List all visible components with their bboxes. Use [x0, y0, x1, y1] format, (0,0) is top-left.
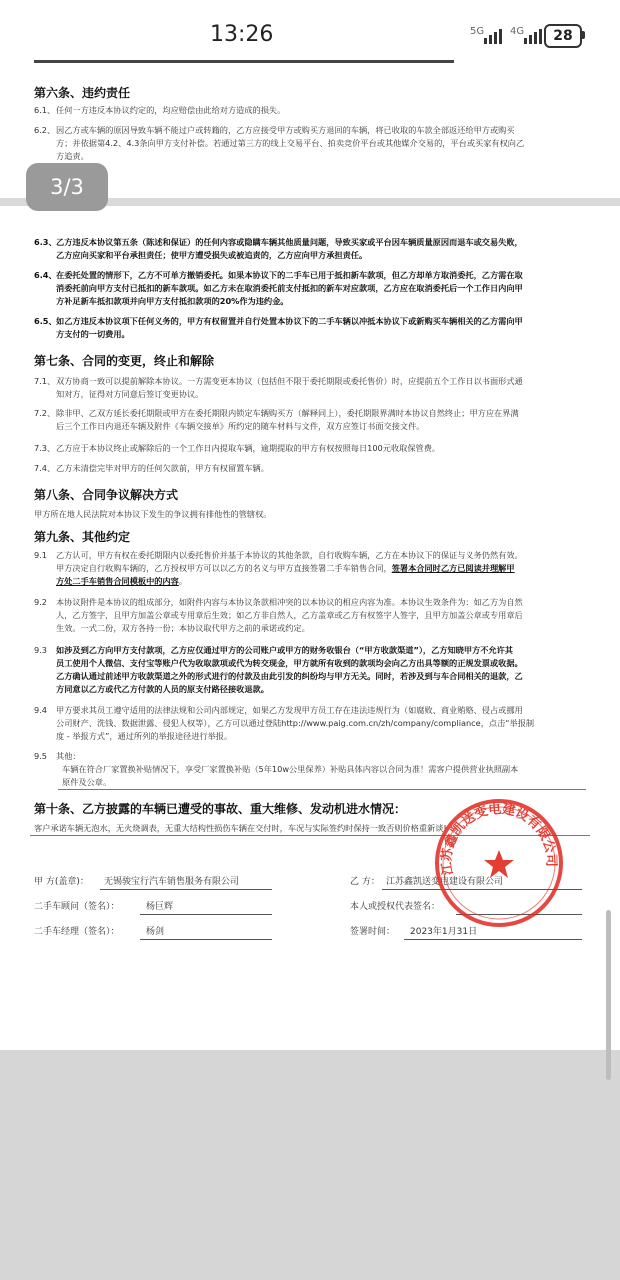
page-indicator: 3/3 — [26, 163, 108, 211]
article6-5-num: 6.5、 — [34, 316, 57, 326]
manager-line — [140, 939, 272, 940]
article6-1-text: 任何一方违反本协议约定的，均应赔偿由此给对方造成的损失。 — [56, 105, 286, 115]
article9-2-line2: 人，乙方签字，且甲方加盖公章或专用章后生效；如乙方非自然人，乙方盖章或乙方有权签字人签字，且甲方加盖公章或专用章后 — [56, 610, 523, 620]
article7-2-num: 7.2、 — [34, 408, 56, 418]
article7-title: 第七条、合同的变更，终止和解除 — [34, 354, 215, 368]
article7-2-line2: 后三个工作日内退还车辆及附件《车辆交接单》所约定的随车材料与文件，双方应签订书面交接文件。 — [56, 421, 425, 431]
article6-3-line1: 乙方违反本协议第五条（陈述和保证）的任何内容或隐瞒车辆其他质量问题，导致买家或平台因车辆质量原因而退车或交易失败， — [56, 237, 523, 247]
svg-text:江苏鑫凯送变电建设有限公司: 江苏鑫凯送变电建设有限公司 — [439, 801, 559, 877]
article9-5-label: 其他： — [56, 751, 81, 761]
signal-4g-icon — [524, 26, 542, 44]
article6-2-num: 6.2、 — [34, 125, 56, 135]
article6-5-line1: 如乙方违反本协议项下任何义务的，甲方有权留置并自行处置本协议下的二手车辆以冲抵本协议下或新购买车辆相关的乙方需向甲 — [56, 316, 523, 326]
article9-2-line3: 生效。一式二份，双方各持一份；本协议取代甲方之前的承诺或约定。 — [56, 623, 310, 633]
advisor-line — [140, 914, 272, 915]
authorized-label: 本人或授权代表签名： — [350, 902, 441, 912]
article9-1-line2 — [56, 562, 515, 575]
article9-1-line3 — [56, 575, 187, 588]
party-a-line — [100, 889, 272, 890]
scrollbar[interactable] — [606, 910, 611, 1080]
article6-4-line3: 方补足新车抵扣款项并向甲方支付抵扣款项的20%作为违约金。 — [56, 296, 289, 306]
signal-5g-label: 5G — [470, 26, 485, 37]
article6-4-num: 6.4、 — [34, 270, 57, 280]
article10-title: 第十条、乙方披露的车辆已遭受的事故、重大维修、发动机进水情况： — [34, 802, 407, 816]
battery-tip — [582, 31, 585, 39]
article7-3-text: 乙方应于本协议终止或解除后的一个工作日内提取车辆，逾期提取的甲方有权按照每日100元收取保管费。 — [56, 443, 441, 453]
article9-5-line2: 原件及公章。 — [62, 777, 112, 787]
cut-off-line — [34, 58, 454, 64]
advisor-value: 杨巨辉 — [146, 902, 174, 912]
article9-2-line1: 本协议附件是本协议的组成部分，如附件内容与本协议条款相冲突的以本协议的相应内容为准。本协议生效条件为：如乙方为自然 — [56, 597, 523, 607]
article9-1-underline1: 签署本合同时乙方已阅读并理解甲 — [391, 563, 515, 573]
article9-4-num: 9.4 — [34, 705, 48, 715]
manager-label: 二手车经理（签名）： — [34, 927, 120, 937]
article8-text: 甲方所在地人民法院对本协议下发生的争议拥有排他性的管辖权。 — [34, 509, 272, 519]
article7-2-line1: 除非甲、乙双方延长委托期限或甲方在委托期限内锁定车辆购买方（解释同上），委托期限界满时本协议自然终止；甲方应在界满 — [56, 408, 519, 418]
article9-4-line1: 甲方要求其员工遵守适用的法律法规和公司内部规定，如果乙方发现甲方员工存在违法违规行为（如腐败、商业贿赂、侵占或挪用 — [56, 705, 523, 715]
status-time: 13:26 — [210, 22, 274, 47]
article6-4-line2: 消委托前向甲方支付已抵扣的新车款项。如乙方未在取消委托前支付抵扣的新车对应款项，乙方应在取消委托后一个工作日内向甲 — [56, 283, 523, 293]
article9-2-num: 9.2 — [34, 597, 48, 607]
article9-1-line3-end: 。 — [178, 576, 188, 586]
article7-1-num: 7.1、 — [34, 376, 56, 386]
sign-time-value: 2023年1月31日 — [410, 927, 478, 937]
article9-1-line1: 乙方认可，甲方有权在委托期限内以委托售价并基于本协议的其他条款，自行收购车辆，乙方在本协议下的保证与义务仍然有效。 — [56, 550, 523, 560]
article9-title: 第九条、其他约定 — [34, 530, 131, 544]
article9-1-num: 9.1 — [34, 550, 48, 560]
article6-5-line2: 方支付的一切费用。 — [56, 329, 130, 339]
signal-4g-label: 4G — [510, 26, 525, 37]
party-a-label: 甲 方(盖章)： — [34, 877, 89, 887]
article9-3-line2: 员工使用个人微信、支付宝等账户代为收取款项或代为转交现金，甲方就所有收到的款项均会向乙方出具等额的正规发票或收据。 — [56, 658, 523, 668]
article9-1-line2-text: 甲方决定自行收购车辆的，乙方授权甲方可以以乙方的名义与甲方直接签署二手车销售合同， — [56, 563, 392, 573]
article6-4-line1: 在委托处置的情形下，乙方不可单方撤销委托。如果本协议下的二手车已用于抵扣新车款项，但乙方却单方取消委托，乙方需在取 — [56, 270, 523, 280]
article9-5-line1: 车辆在符合厂家置换补贴情况下，享受厂家置换补贴（5年10w公里保养）补贴具体内容以合同为准！需客户提供营业执照副本 — [62, 764, 519, 774]
article6-2-line3: 方追责。 — [56, 151, 89, 161]
advisor-label: 二手车顾问（签名）： — [34, 902, 120, 912]
article9-3-line1: 如涉及到乙方向甲方支付款项，乙方应仅通过甲方的公司账户或甲方的财务收银台（“甲方收款渠道”），乙方知晓甲方不允许其 — [56, 645, 513, 655]
article6-3-num: 6.3、 — [34, 237, 57, 247]
article6-title: 第六条、违约责任 — [34, 86, 131, 100]
article7-1-line1: 双方协商一致可以提前解除本协议。一方需变更本协议（包括但不限于委托期限或委托售价）时，应提前五个工作日以书面形式通 — [56, 376, 523, 386]
battery-icon: 28 — [544, 24, 582, 48]
article9-1-underline2: 方处二手车销售合同模板中的内容 — [56, 576, 179, 586]
party-b-label: 乙 方： — [350, 877, 380, 887]
below-document-area — [0, 1050, 620, 1280]
sign-time-label: 签署时间： — [350, 927, 396, 937]
article6-2-line2: 方；并依据第4.2、4.3条向甲方支付补偿。若通过第三方的线上交易平台、拍卖竞价平台或其他媒介交易的，平台或买家有权向乙 — [56, 138, 525, 148]
article6-2-line1: 因乙方或车辆的原因导致车辆不能过户或转籍的，乙方应接受甲方或购买方退回的车辆，将已收取的车款全部返还给甲方或购买 — [56, 125, 515, 135]
article7-4-text: 乙方未清偿完毕对甲方的任何欠款前，甲方有权留置车辆。 — [56, 463, 269, 473]
manager-value: 杨剑 — [146, 927, 165, 937]
article7-3-num: 7.3、 — [34, 443, 56, 453]
article9-3-num: 9.3 — [34, 645, 48, 655]
sign-time-line — [404, 939, 582, 940]
article6-3-line2: 乙方应向买家和平台承担责任；使甲方遭受损失或被追责的，乙方应向甲方承担责任。 — [56, 250, 368, 260]
article9-5-underline — [58, 789, 586, 790]
article6-1-num: 6.1、 — [34, 105, 56, 115]
article7-4-num: 7.4、 — [34, 463, 56, 473]
company-seal-stamp — [432, 796, 566, 930]
article9-3-line4: 方同意以乙方或代乙方付款的人员的原支付路径接收退款。 — [56, 684, 269, 694]
signal-5g-icon — [484, 26, 502, 44]
article7-1-line2: 知对方，征得对方同意后签订变更协议。 — [56, 389, 204, 399]
party-b-value: 江苏鑫凯送变电建设有限公司 — [386, 877, 504, 887]
article10-text: 客户承诺车辆无泡水，无火烧调表，无重大结构性损伤车辆在交付时，车况与实际签约时保持一致否则价格重新谈! — [34, 823, 447, 833]
article9-4-line2: 公司财产、洗钱、数据泄露、侵犯人权等），乙方可以通过登陆http://www.paig.com.cn/zh/company/compliance，点击“举报制 — [56, 718, 535, 728]
article9-4-line3: 度 - 举报方式”，通过所列的举报途径进行举报。 — [56, 731, 233, 741]
article9-3-line3: 乙方确认通过前述甲方收款渠道之外的形式进行的付款及由此引发的纠纷均与甲方无关。同时，若涉及到与车合同相关的退款，乙 — [56, 671, 523, 681]
article9-5-num: 9.5 — [34, 751, 48, 761]
party-a-value: 无锡骏宝行汽车销售服务有限公司 — [104, 877, 240, 887]
article8-title: 第八条、合同争议解决方式 — [34, 488, 179, 502]
